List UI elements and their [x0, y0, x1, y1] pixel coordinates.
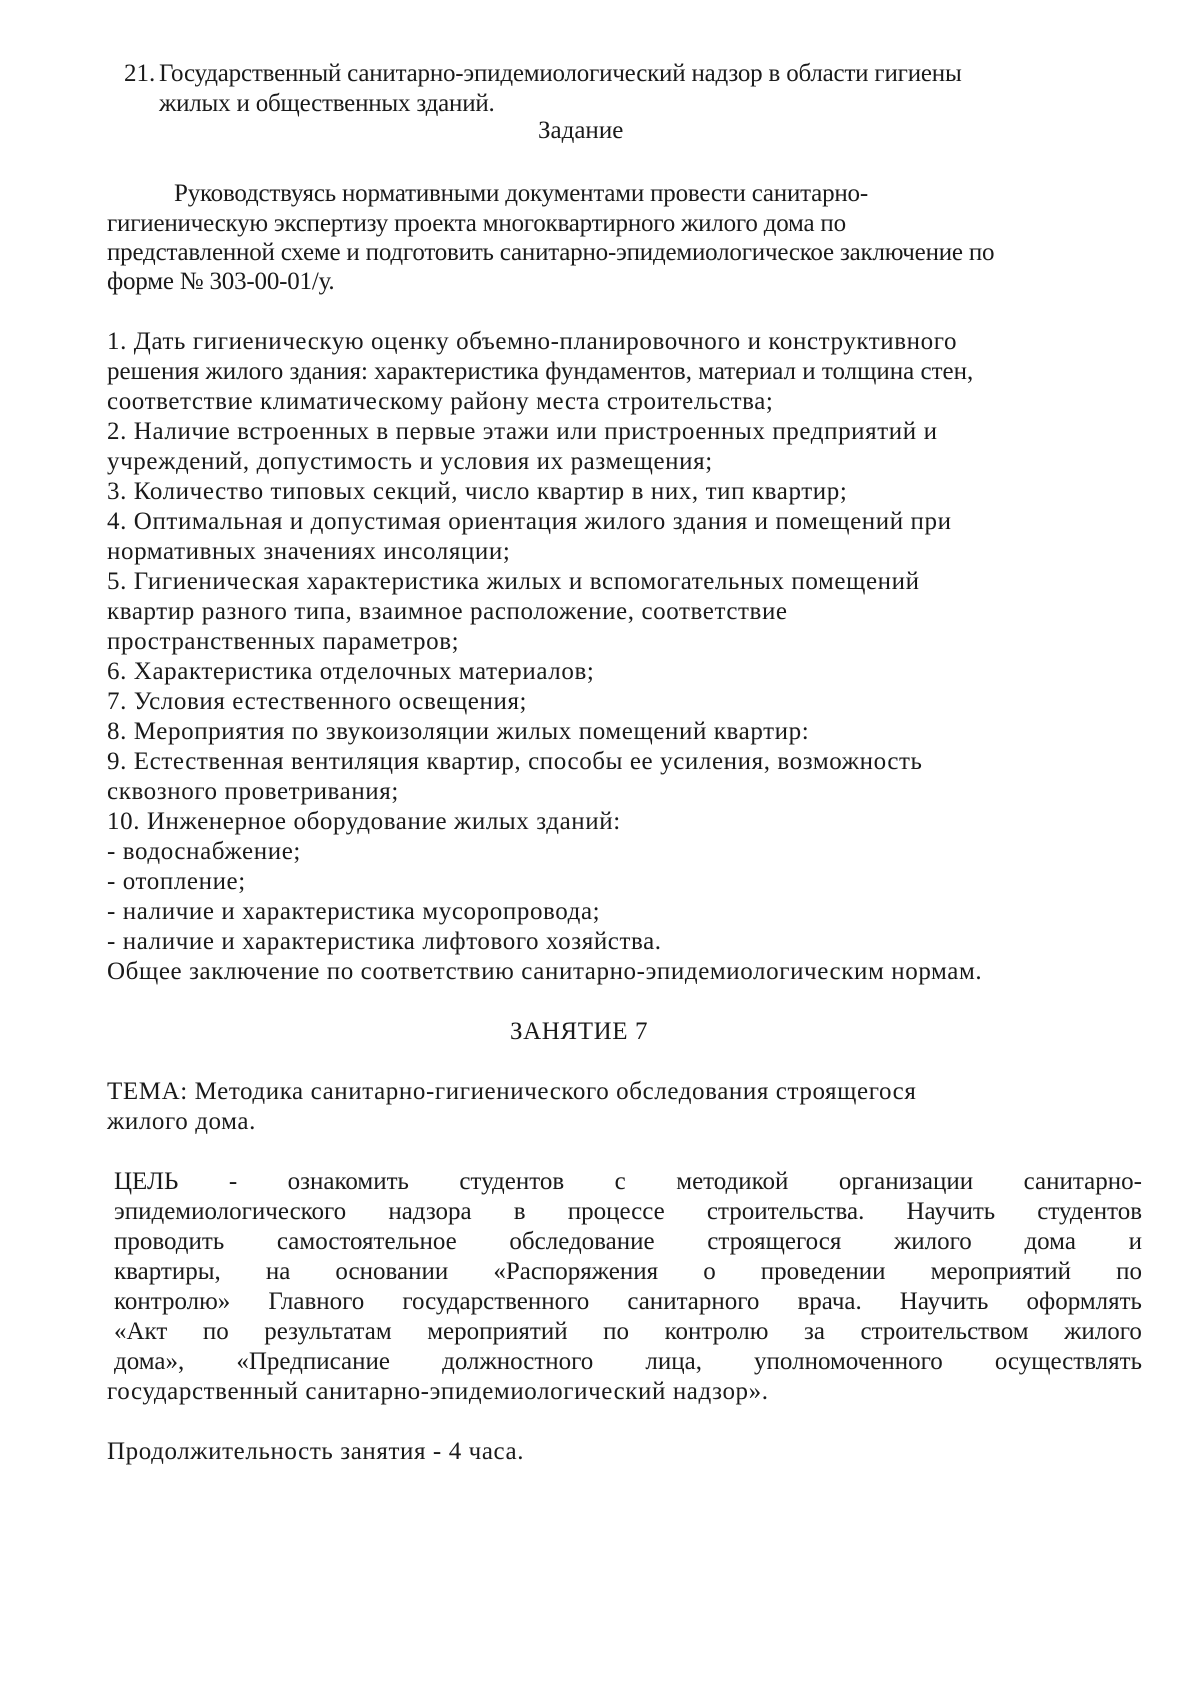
list-item: 6. Характеристика отделочных материалов;	[107, 658, 595, 685]
word: контролю	[664, 1318, 769, 1345]
word: Научить	[899, 1288, 989, 1315]
word: дома»,	[114, 1348, 185, 1375]
goal-line	[114, 1256, 1142, 1288]
item21-line2: жилых и общественных зданий.	[159, 90, 495, 117]
word: по	[202, 1318, 229, 1345]
word: результатам	[264, 1318, 392, 1345]
word: ЦЕЛЬ	[114, 1168, 179, 1195]
list-item: 7. Условия естественного освещения;	[107, 688, 528, 715]
word: «Распоряжения	[493, 1258, 659, 1285]
word: -	[228, 1168, 238, 1195]
word: организации	[838, 1168, 974, 1195]
word: и	[1128, 1228, 1142, 1255]
word: санитарного	[627, 1288, 760, 1315]
intro-line4: форме № 303-00-01/у.	[107, 268, 335, 295]
word: ознакомить	[287, 1168, 409, 1195]
word: процессе	[567, 1198, 665, 1225]
word: проведении	[760, 1258, 886, 1285]
word: проводить	[114, 1228, 225, 1255]
list-item: соответствие климатическому району места строительства;	[107, 388, 774, 415]
word: жилого	[1064, 1318, 1142, 1345]
word: строящегося	[707, 1228, 842, 1255]
list-item: учреждений, допустимость и условия их размещения;	[107, 448, 713, 475]
goal-line	[114, 1346, 1142, 1378]
word: методикой	[676, 1168, 789, 1195]
duration-line: Продолжительность занятия - 4 часа.	[107, 1438, 525, 1465]
word: лица,	[645, 1348, 702, 1375]
goal-last-line: государственный санитарно-эпидемиологический надзор».	[107, 1378, 769, 1405]
word: государственного	[402, 1288, 590, 1315]
theme-line2: жилого дома.	[107, 1108, 256, 1135]
list-item: 1. Дать гигиеническую оценку объемно-планировочного и конструктивного	[107, 328, 958, 355]
intro-line1: Руководствуясь нормативными документами провести санитарно-	[174, 180, 868, 207]
word: мероприятий	[427, 1318, 568, 1345]
word: надзора	[388, 1198, 472, 1225]
word: эпидемиологического	[114, 1198, 347, 1225]
list-item: 4. Оптимальная и допустимая ориентация жилого здания и помещений при	[107, 508, 952, 535]
theme-line1: ТЕМА: Методика санитарно-гигиенического обследования строящегося	[107, 1078, 917, 1105]
word: Научить	[906, 1198, 996, 1225]
task-heading: Задание	[538, 117, 624, 144]
list-item: пространственных параметров;	[107, 628, 460, 655]
word: в	[513, 1198, 526, 1225]
item21-number: 21.	[124, 60, 156, 87]
word: врача.	[797, 1288, 862, 1315]
word: основании	[335, 1258, 449, 1285]
goal-line	[114, 1286, 1142, 1318]
word: осуществлять	[994, 1348, 1142, 1375]
list-item: решения жилого здания: характеристика фундаментов, материал и толщина стен,	[107, 358, 974, 385]
word: квартиры,	[114, 1258, 221, 1285]
list-item: 2. Наличие встроенных в первые этажи или пристроенных предприятий и	[107, 418, 938, 445]
list-item: 3. Количество типовых секций, число квартир в них, тип квартир;	[107, 478, 848, 505]
word: студентов	[459, 1168, 565, 1195]
word: на	[265, 1258, 291, 1285]
word: санитарно-	[1023, 1168, 1142, 1195]
word: строительством	[860, 1318, 1029, 1345]
goal-line	[114, 1226, 1142, 1258]
word: мероприятий	[930, 1258, 1072, 1285]
word: контролю»	[114, 1288, 231, 1315]
item21-line1: Государственный санитарно-эпидемиологический надзор в области гигиены	[159, 60, 962, 87]
word: обследование	[509, 1228, 655, 1255]
word: по	[603, 1318, 630, 1345]
goal-line	[114, 1166, 1142, 1198]
word: за	[803, 1318, 825, 1345]
conclusion-line: Общее заключение по соответствию санитарно-эпидемиологическим нормам.	[107, 958, 983, 985]
word: с	[614, 1168, 626, 1195]
word: о	[703, 1258, 716, 1285]
list-item: сквозного проветривания;	[107, 778, 399, 805]
word: должностного	[442, 1348, 594, 1375]
word: «Акт	[114, 1318, 168, 1345]
word: дома	[1024, 1228, 1076, 1255]
list-item: квартир разного типа, взаимное расположение, соответствие	[107, 598, 788, 625]
list-item: нормативных значениях инсоляции;	[107, 538, 511, 565]
list-item: - наличие и характеристика мусоропровода;	[107, 898, 601, 925]
word: «Предписание	[236, 1348, 390, 1375]
word: жилого	[894, 1228, 972, 1255]
intro-line2: гигиеническую экспертизу проекта многоквартирного жилого дома по	[107, 210, 846, 237]
list-item: 8. Мероприятия по звукоизоляции жилых помещений квартир:	[107, 718, 810, 745]
list-item: - водоснабжение;	[107, 838, 301, 865]
list-item: - отопление;	[107, 868, 246, 895]
goal-line	[114, 1316, 1142, 1348]
list-item: 10. Инженерное оборудование жилых зданий:	[107, 808, 621, 835]
word: оформлять	[1026, 1288, 1142, 1315]
word: уполномоченного	[754, 1348, 943, 1375]
word: строительства.	[706, 1198, 865, 1225]
intro-line3: представленной схеме и подготовить санитарно-эпидемиологическое заключение по	[107, 239, 995, 266]
word: самостоятельное	[276, 1228, 457, 1255]
list-item: 9. Естественная вентиляция квартир, способы ее усиления, возможность	[107, 748, 923, 775]
word: по	[1116, 1258, 1142, 1285]
list-item: 5. Гигиеническая характеристика жилых и вспомогательных помещений	[107, 568, 920, 595]
lesson-heading: ЗАНЯТИЕ 7	[510, 1018, 649, 1045]
goal-line	[114, 1196, 1142, 1228]
word: Главного	[268, 1288, 365, 1315]
list-item: - наличие и характеристика лифтового хозяйства.	[107, 928, 662, 955]
word: студентов	[1037, 1198, 1142, 1225]
